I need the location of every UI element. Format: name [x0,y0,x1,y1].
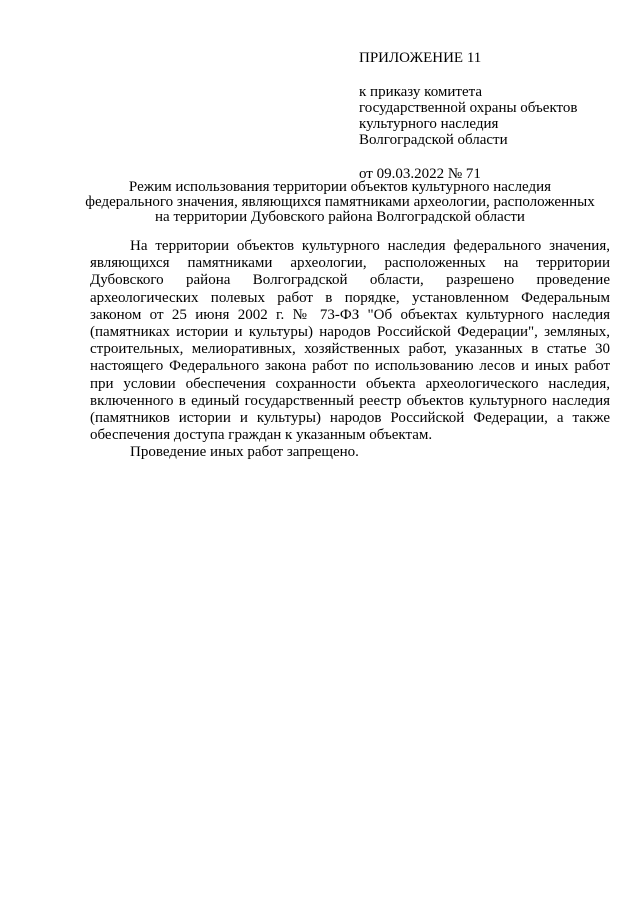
appendix-order-reference: к приказу комитета государственной охраны объектов культурного наследия Волгоградской области [359,84,578,148]
appendix-title: ПРИЛОЖЕНИЕ 11 [359,50,482,66]
appendix-order-date: от 09.03.2022 № 71 [359,166,481,182]
body-paragraph: Проведение иных работ запрещено. [130,444,359,461]
document-heading: Режим использования территории объектов культурного наследия федерального значения, являющихся памятниками археологии, расположенных на территории Дубовского района Волгоградской области [85,179,595,225]
body-paragraph: На территории объектов культурного наследия федерального значения, являющихся памятниками археологии, расположенных на территории Дубовского района Волгоградской области, разрешено проведение археологических полевых работ в порядке, установленном Федеральным законом от 25 июня 2002 г. № 73-ФЗ "Об объектах культурного наследия (памятниках истории и культуры) народов Российской Федерации", земляных, строительных, мелиоративных, хозяйственных работ, указанных в статье 30 настоящего Федерального закона работ по использованию лесов и иных работ при условии обеспечения сохранности объекта археологического наследия, включенного в единый государственный реестр объектов культурного наследия (памятников истории и культуры) народов Российской Федерации, а также обеспечения доступа граждан к указанным объектам. [90,238,610,444]
document-body [90,238,610,462]
appendix-block [359,50,619,182]
